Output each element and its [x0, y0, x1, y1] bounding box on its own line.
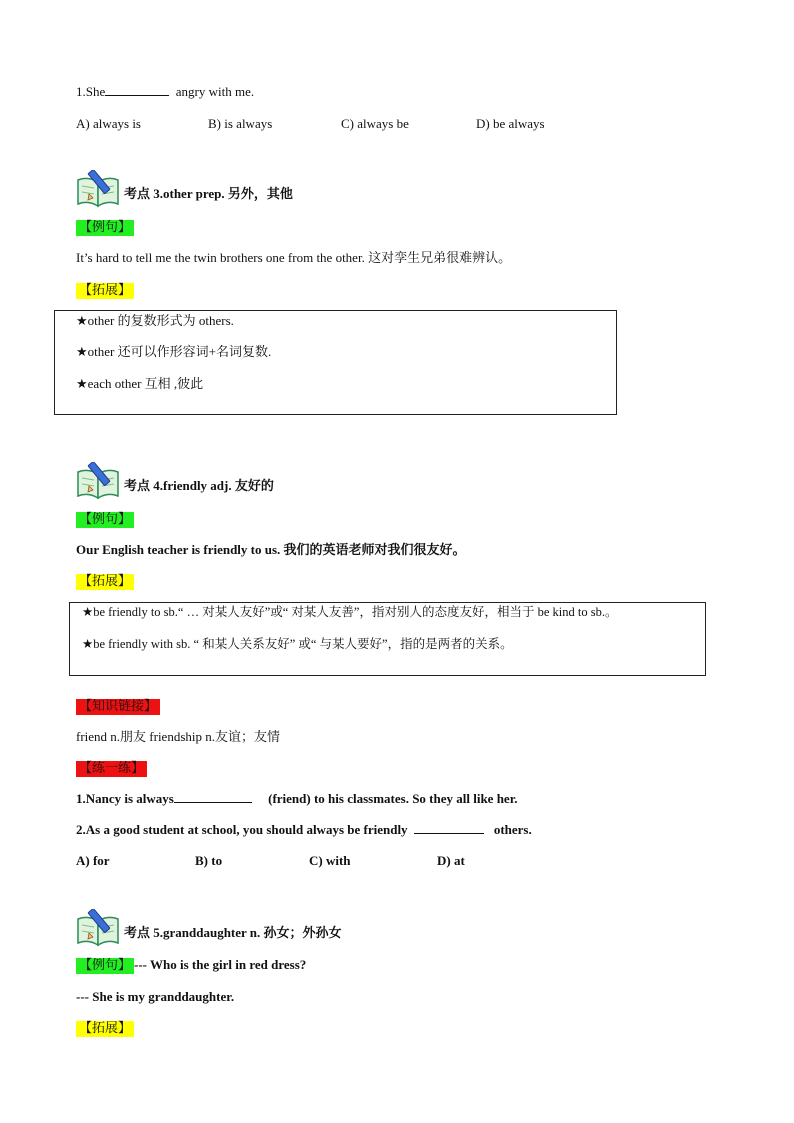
example-tag-label: 【例句】	[76, 958, 134, 974]
extend-tag-label: 【拓展】	[76, 574, 134, 590]
book-pencil-icon	[76, 462, 120, 500]
practice-option-c: C) with	[309, 853, 351, 868]
section-5-example-answer: --- She is my granddaughter.	[76, 989, 235, 1004]
q1-option-a: A) always is	[76, 116, 141, 131]
question-1-stem	[76, 84, 254, 100]
extend-tag	[76, 1019, 134, 1037]
practice-option-a: A) for	[76, 853, 110, 868]
example-tag	[76, 218, 134, 236]
section-4-heading	[76, 462, 274, 500]
knowledge-link-tag-label: 【知识链接】	[76, 699, 160, 715]
example-tag-label: 【例句】	[76, 220, 134, 236]
q1-option-c: C) always be	[341, 116, 409, 131]
practice-option-d: D) at	[437, 853, 465, 868]
extend-tag-label: 【拓展】	[76, 1021, 134, 1037]
section-4-title: 考点 4.friendly adj. 友好的	[124, 478, 274, 493]
practice-option-b: B) to	[195, 853, 223, 868]
practice-question-1-pre: 1.Nancy is always	[76, 791, 174, 806]
practice-tag	[76, 759, 147, 777]
question-1-stem-pre: 1.She	[76, 84, 106, 99]
extend-tag	[76, 281, 134, 299]
extend-tag	[76, 572, 134, 590]
answer-blank	[105, 95, 169, 96]
section-3-extend-line-2: ★other 还可以作形容词+名词复数.	[76, 344, 272, 359]
example-tag	[76, 510, 134, 528]
section-5-title: 考点 5.granddaughter n. 孙女；外孙女	[124, 925, 342, 940]
answer-blank	[414, 833, 484, 834]
section-4-extend-line-1: ★be friendly to sb.“ … 对某人友好”或“ 对某人友善”，指对别人的态度友好，相当于 be kind to sb.。	[82, 605, 618, 619]
section-3-extend-line-3: ★each other 互相 ,彼此	[76, 376, 204, 391]
section-4-extend-line-2: ★be friendly with sb. “ 和某人关系友好” 或“ 与某人要好”，指的是两者的关系。	[82, 637, 513, 651]
example-tag-label: 【例句】	[76, 512, 134, 528]
knowledge-link-text: friend n.朋友 friendship n.友谊；友情	[76, 729, 281, 744]
section-5-heading	[76, 909, 342, 947]
knowledge-link-tag	[76, 697, 160, 715]
q1-option-d: D) be always	[476, 116, 545, 131]
book-pencil-icon	[76, 170, 120, 208]
practice-question-2	[76, 822, 532, 838]
section-3-example: It’s hard to tell me the twin brothers one from the other. 这对孪生兄弟很难辨认。	[76, 250, 512, 265]
practice-question-1	[76, 791, 518, 807]
section-3-title: 考点 3.other prep. 另外，其他	[124, 186, 293, 201]
q1-option-b: B) is always	[208, 116, 273, 131]
extend-tag-label: 【拓展】	[76, 283, 134, 299]
question-1-stem-post: angry with me.	[175, 84, 255, 99]
practice-question-2-pre: 2.As a good student at school, you should always be friendly	[76, 822, 408, 837]
section-3-heading	[76, 170, 293, 208]
section-3-extend-line-1: ★other 的复数形式为 others.	[76, 313, 234, 328]
book-pencil-icon	[76, 909, 120, 947]
practice-tag-label: 【练一练】	[76, 761, 147, 777]
practice-question-2-post: others.	[493, 822, 532, 837]
practice-question-1-post: (friend) to his classmates. So they all like her.	[268, 791, 518, 806]
section-5-example-question: --- Who is the girl in red dress?	[134, 957, 307, 972]
section-4-example: Our English teacher is friendly to us. 我们的英语老师对我们很友好。	[76, 542, 466, 557]
section-5-example-line-1	[76, 957, 306, 974]
answer-blank	[174, 802, 252, 803]
